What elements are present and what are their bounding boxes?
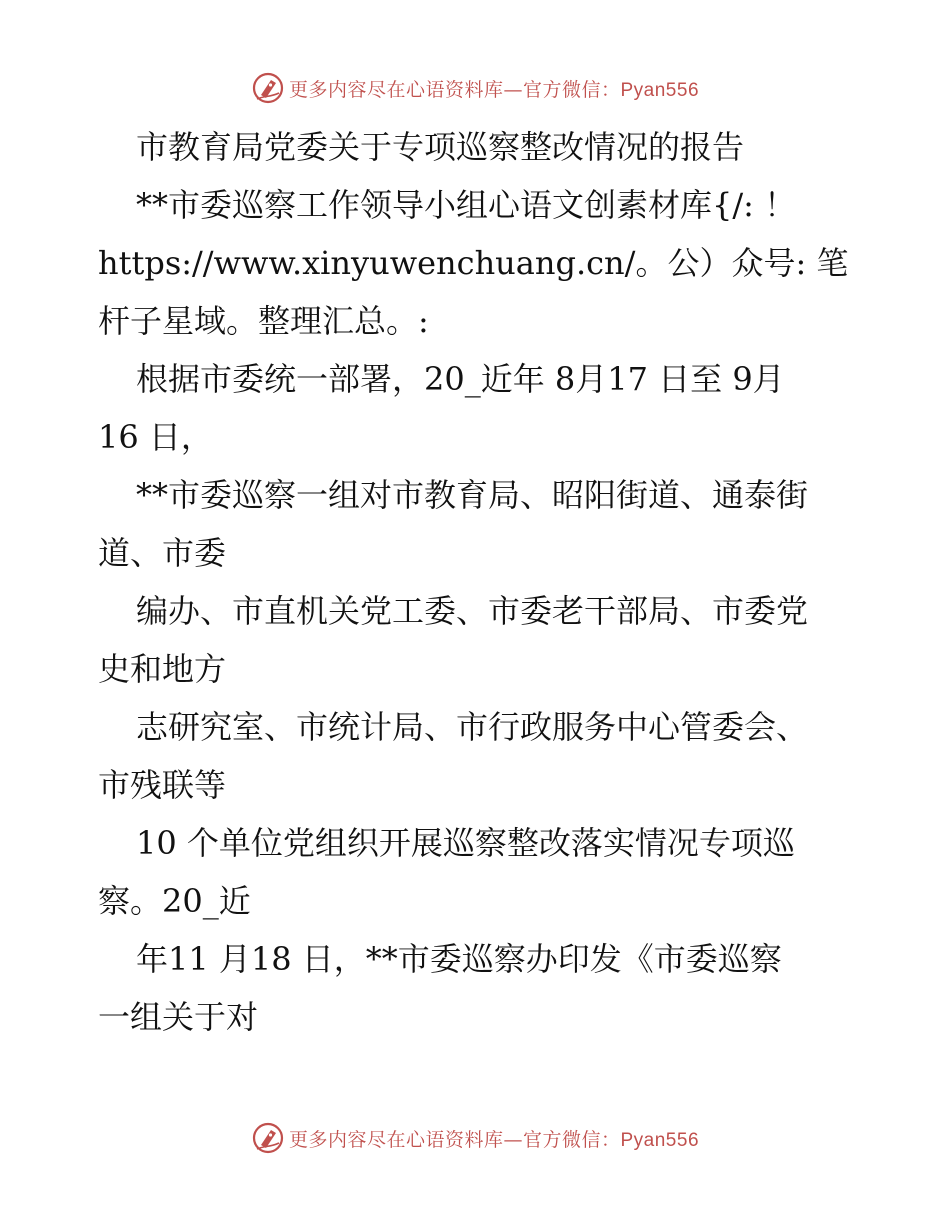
document-line: 根据市委统一部署，20_近年 8月17 日至 9月 <box>136 360 785 398</box>
document-line: 道、市委 <box>98 534 227 572</box>
document-line: 史和地方 <box>98 650 227 688</box>
document-title: 市教育局党委关于专项巡察整改情况的报告 <box>136 128 745 166</box>
footer-banner <box>0 1118 950 1158</box>
document-line: 志研究室、市统计局、市行政服务中心管委会、 <box>136 708 809 746</box>
document-line: 10 个单位党组织开展巡察整改落实情况专项巡 <box>136 824 795 862</box>
document-line: 察。20_近 <box>98 882 251 920</box>
document-line: 市残联等 <box>98 766 227 804</box>
header-banner <box>0 68 950 108</box>
pen-nib-logo-icon <box>251 71 285 105</box>
banner-slogan: 更多内容尽在心语资料库 <box>288 1128 504 1151</box>
document-body <box>98 118 858 1046</box>
document-line: 年11 月18 日，**市委巡察办印发《市委巡察 <box>136 940 782 978</box>
banner-text <box>289 75 699 102</box>
document-line: 16 日， <box>98 418 213 456</box>
banner-dash: — <box>503 1128 523 1151</box>
banner-contact: 官方微信：Pyan556 <box>523 79 700 101</box>
banner-slogan: 更多内容尽在心语资料库 <box>288 78 504 101</box>
banner-contact: 官方微信：Pyan556 <box>523 1129 700 1151</box>
document-line: 一组关于对 <box>98 998 259 1036</box>
document-line: https://www.xinyuwenchuang.cn/。公）众号: 笔 <box>98 244 849 282</box>
pen-nib-logo-icon <box>251 1121 285 1155</box>
document-line: 杆子星域。整理汇总。: <box>98 302 429 340</box>
document-line: 编办、市直机关党工委、市委老干部局、市委党 <box>136 592 809 630</box>
banner-text <box>289 1125 699 1152</box>
banner-dash: — <box>503 78 523 101</box>
document-line: **市委巡察工作领导小组心语文创素材库{/: ！ <box>136 186 797 224</box>
document-line: **市委巡察一组对市教育局、昭阳街道、通泰街 <box>136 476 809 514</box>
